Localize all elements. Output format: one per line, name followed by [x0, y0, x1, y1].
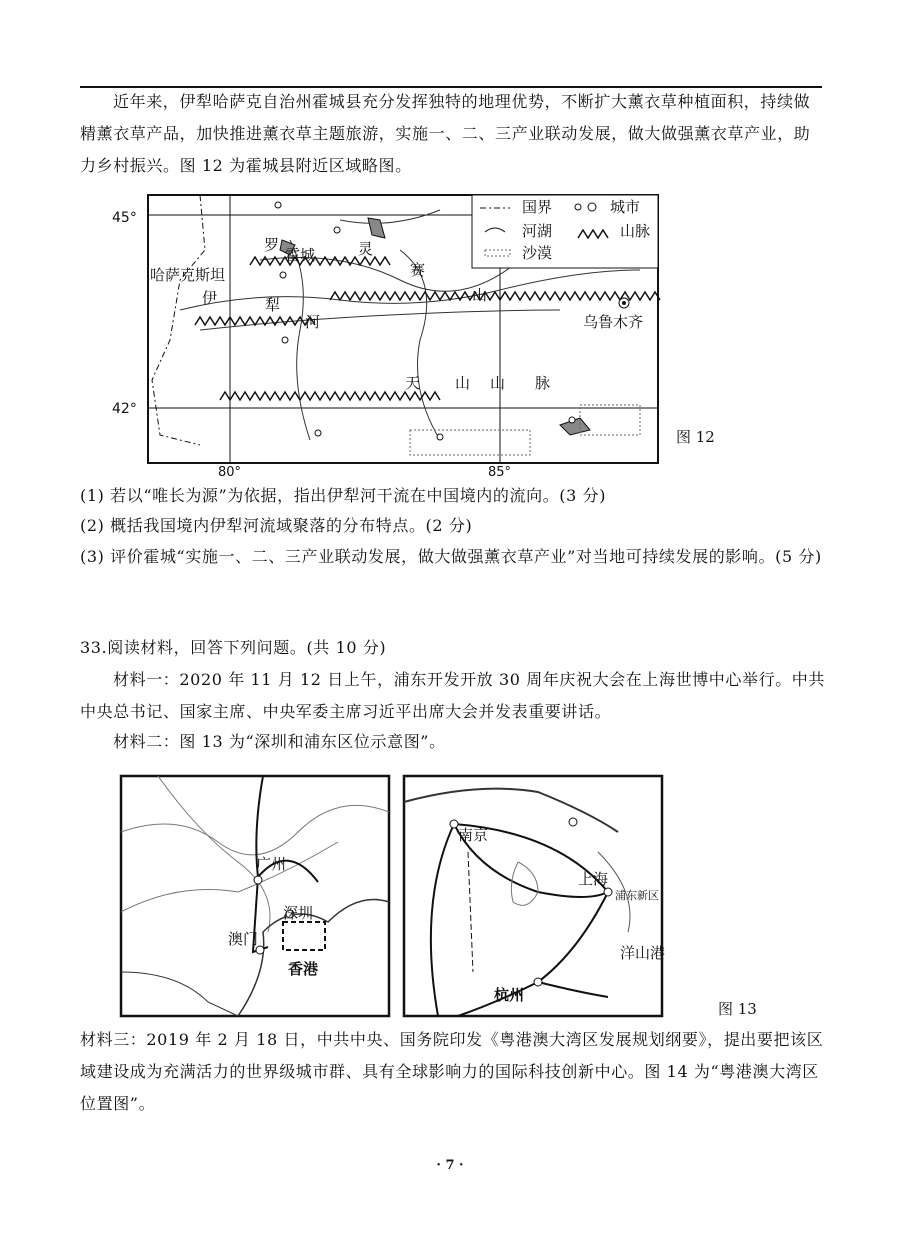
fig13-right-yangshan-label: 洋山港 — [620, 944, 666, 962]
fig12-lon_80-label: 80° — [218, 465, 242, 480]
figure-13-maps — [118, 772, 668, 1020]
legend-city: 城市 — [610, 198, 641, 216]
fig13-left-hongkong-label: 香港 — [288, 960, 319, 978]
fig13-right-nanjing-label: 南京 — [458, 826, 489, 844]
fig12-labels-shan3-label: 山 — [490, 374, 506, 392]
material-2: 材料二：图 13 为“深圳和浦东区位示意图”。 — [113, 732, 446, 751]
fig12-labels-shan2-label: 山 — [455, 374, 471, 392]
figure-12-caption: 图 12 — [676, 428, 715, 446]
fig13-left-macau-label: 澳门 — [228, 930, 259, 948]
fig13-right-hangzhou-label: 杭州 — [494, 986, 525, 1004]
fig12-labels-huocheng-label: 霍城 — [285, 246, 316, 264]
fig12-labels-shan-label: 山 — [472, 286, 488, 304]
fig12-labels-luo-label: 罗 — [264, 236, 280, 254]
question-1: (1) 若以“唯长为源”为依据，指出伊犁河干流在中国境内的流向。(3 分) — [80, 486, 607, 505]
fig12-labels-he-label: 河 — [305, 313, 321, 331]
legend-mountain: 山脉 — [620, 222, 651, 240]
fig12-labels-sai-label: 赛 — [410, 261, 426, 279]
question-33-title: 33.阅读材料，回答下列问题。(共 10 分) — [80, 638, 387, 657]
fig12-labels-tian-label: 天 — [405, 374, 421, 392]
legend-desert: 沙漠 — [522, 244, 553, 262]
fig13-left-guangzhou-label: 广州 — [256, 855, 287, 873]
fig13-left-shenzhen-label: 深圳 — [283, 904, 314, 922]
pudong-map — [404, 776, 665, 1016]
figure-13-caption: 图 13 — [718, 1000, 757, 1018]
fig13-right-shanghai-label: 上海 — [578, 870, 609, 888]
fig12-labels-ling-label: 灵 — [358, 240, 374, 258]
fig12-labels-kazakhstan-label: 哈萨克斯坦 — [150, 266, 226, 284]
question-2: (2) 概括我国境内伊犁河流域聚落的分布特点。(2 分) — [80, 516, 473, 535]
intro-paragraph: 近年来，伊犁哈萨克自治州霍城县充分发挥独特的地理优势，不断扩大薰衣草种植面积，持续做精薰衣草产品，加快推进薰衣草主题旅游，实施一、二、三产业联动发展，做大做强薰衣草产业，助力乡村振兴。图 12 为霍城县附近区域略图。 — [80, 92, 811, 175]
question-3: (3) 评价霍城“实施一、二、三产业联动发展，做大做强薰衣草产业”对当地可持续发展的影响。(5 分) — [80, 547, 822, 566]
fig12-labels-yi-label: 伊 — [202, 289, 218, 307]
legend-river: 河湖 — [522, 222, 553, 240]
latitude-42-label: 42° — [112, 401, 137, 417]
fig13-right-pudong-label: 浦东新区 — [615, 889, 659, 902]
fig12-lon_85-label: 85° — [488, 465, 512, 480]
fig12-labels-urumqi-label: 乌鲁木齐 — [583, 313, 644, 331]
material-3: 材料三：2019 年 2 月 18 日，中共中央、国务院印发《粤港澳大湾区发展规划纲要》，提出要把该区域建设成为充满活力的世界级城市群、具有全球影响力的国际科技创新中心。图 14 为“粤港澳大湾区位置图”。 — [80, 1030, 824, 1113]
fig12-labels-li-label: 犁 — [265, 296, 281, 314]
shenzhen-map — [121, 776, 389, 1016]
page-number: · 7 · — [436, 1158, 464, 1173]
legend-border: 国界 — [522, 198, 553, 216]
latitude-45-label: 45° — [112, 210, 137, 226]
material-1: 材料一：2020 年 11 月 12 日上午，浦东开发开放 30 周年庆祝大会在上海世博中心举行。中共中央总书记、国家主席、中央军委主席习近平出席大会并发表重要讲话。 — [80, 670, 825, 721]
figure-12-map — [108, 190, 670, 480]
fig12-labels-mai-label: 脉 — [535, 374, 551, 392]
